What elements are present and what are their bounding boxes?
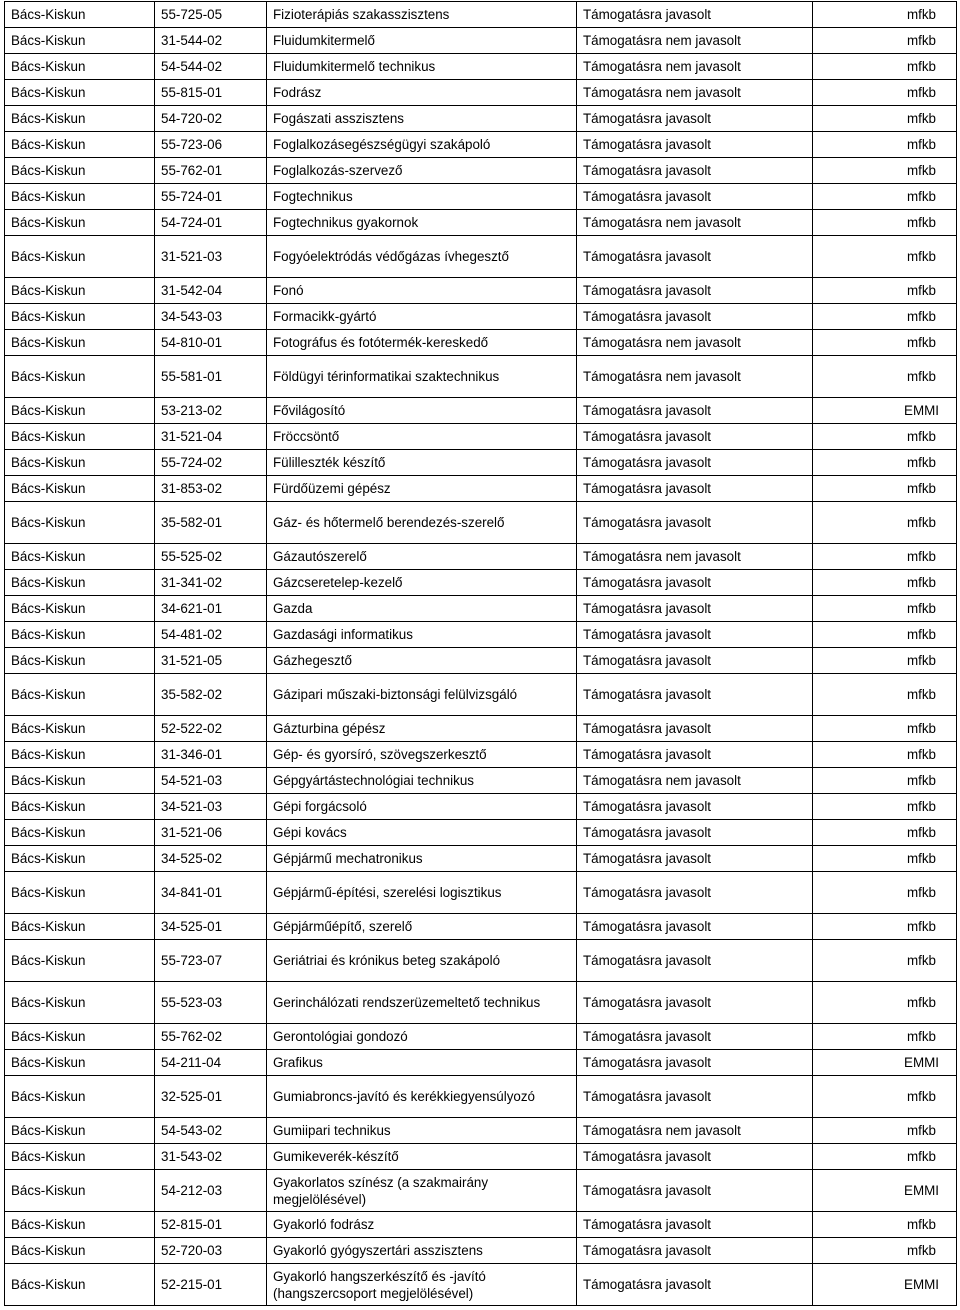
code-cell: 55-724-02 — [155, 450, 267, 476]
code-cell: 31-521-05 — [155, 648, 267, 674]
recommendation-cell: Támogatásra javasolt — [577, 1170, 813, 1212]
code-cell: 55-523-03 — [155, 982, 267, 1024]
county-cell: Bács-Kiskun — [5, 236, 155, 278]
agency-cell: mfkb — [813, 716, 957, 742]
county-cell: Bács-Kiskun — [5, 1264, 155, 1306]
occupation-cell: Foglalkozásegészségügyi szakápoló — [267, 132, 577, 158]
county-cell: Bács-Kiskun — [5, 1212, 155, 1238]
table-row — [5, 132, 957, 158]
recommendation-cell: Támogatásra javasolt — [577, 236, 813, 278]
table-row — [5, 648, 957, 674]
county-cell: Bács-Kiskun — [5, 1170, 155, 1212]
agency-cell: mfkb — [813, 742, 957, 768]
occupation-cell: Fizioterápiás szakasszisztens — [267, 2, 577, 28]
agency-cell: mfkb — [813, 872, 957, 914]
agency-cell: mfkb — [813, 424, 957, 450]
recommendation-cell: Támogatásra javasolt — [577, 742, 813, 768]
occupation-cell: Gazdasági informatikus — [267, 622, 577, 648]
code-cell: 31-521-03 — [155, 236, 267, 278]
table-row — [5, 914, 957, 940]
agency-cell: mfkb — [813, 1024, 957, 1050]
code-cell: 54-543-02 — [155, 1118, 267, 1144]
code-cell: 54-211-04 — [155, 1050, 267, 1076]
code-cell: 54-521-03 — [155, 768, 267, 794]
county-cell: Bács-Kiskun — [5, 742, 155, 768]
table-row — [5, 1170, 957, 1212]
county-cell: Bács-Kiskun — [5, 794, 155, 820]
agency-cell: mfkb — [813, 450, 957, 476]
recommendation-cell: Támogatásra javasolt — [577, 846, 813, 872]
occupation-cell: Gépgyártástechnológiai technikus — [267, 768, 577, 794]
code-cell: 31-544-02 — [155, 28, 267, 54]
agency-cell: mfkb — [813, 820, 957, 846]
table-row — [5, 982, 957, 1024]
county-cell: Bács-Kiskun — [5, 106, 155, 132]
recommendation-cell: Támogatásra javasolt — [577, 716, 813, 742]
code-cell: 55-762-02 — [155, 1024, 267, 1050]
code-cell: 52-720-03 — [155, 1238, 267, 1264]
code-cell: 31-346-01 — [155, 742, 267, 768]
occupation-cell: Gáz- és hőtermelő berendezés-szerelő — [267, 502, 577, 544]
agency-cell: mfkb — [813, 1238, 957, 1264]
county-cell: Bács-Kiskun — [5, 28, 155, 54]
table-row — [5, 768, 957, 794]
code-cell: 55-724-01 — [155, 184, 267, 210]
code-cell: 53-213-02 — [155, 398, 267, 424]
agency-cell: mfkb — [813, 184, 957, 210]
code-cell: 31-521-06 — [155, 820, 267, 846]
code-cell: 31-341-02 — [155, 570, 267, 596]
code-cell: 34-525-01 — [155, 914, 267, 940]
agency-cell: EMMI — [813, 1050, 957, 1076]
recommendation-cell: Támogatásra javasolt — [577, 794, 813, 820]
county-cell: Bács-Kiskun — [5, 80, 155, 106]
agency-cell: mfkb — [813, 210, 957, 236]
table-row — [5, 622, 957, 648]
table-row — [5, 570, 957, 596]
county-cell: Bács-Kiskun — [5, 210, 155, 236]
occupation-cell: Gépjármű-építési, szerelési logisztikus — [267, 872, 577, 914]
occupation-cell: Gyakorló hangszerkészítő és -javító (hangszercsoport megjelölésével) — [267, 1264, 577, 1306]
table-row — [5, 424, 957, 450]
code-cell: 54-544-02 — [155, 54, 267, 80]
recommendation-cell: Támogatásra javasolt — [577, 570, 813, 596]
code-cell: 55-725-05 — [155, 2, 267, 28]
recommendation-cell: Támogatásra javasolt — [577, 2, 813, 28]
county-cell: Bács-Kiskun — [5, 1050, 155, 1076]
occupation-cell: Fővilágosító — [267, 398, 577, 424]
recommendation-cell: Támogatásra javasolt — [577, 184, 813, 210]
county-cell: Bács-Kiskun — [5, 1076, 155, 1118]
recommendation-cell: Támogatásra nem javasolt — [577, 544, 813, 570]
occupation-support-table — [4, 1, 957, 1306]
occupation-cell: Gázhegesztő — [267, 648, 577, 674]
county-cell: Bács-Kiskun — [5, 768, 155, 794]
occupation-cell: Gumiabroncs-javító és kerékkiegyensúlyozó — [267, 1076, 577, 1118]
occupation-cell: Gépi kovács — [267, 820, 577, 846]
county-cell: Bács-Kiskun — [5, 1144, 155, 1170]
table-row — [5, 1050, 957, 1076]
county-cell: Bács-Kiskun — [5, 54, 155, 80]
recommendation-cell: Támogatásra javasolt — [577, 982, 813, 1024]
code-cell: 34-521-03 — [155, 794, 267, 820]
occupation-cell: Fogtechnikus — [267, 184, 577, 210]
table-row — [5, 1118, 957, 1144]
agency-cell: mfkb — [813, 1212, 957, 1238]
agency-cell: mfkb — [813, 674, 957, 716]
county-cell: Bács-Kiskun — [5, 544, 155, 570]
recommendation-cell: Támogatásra javasolt — [577, 1264, 813, 1306]
table-row — [5, 1076, 957, 1118]
code-cell: 54-481-02 — [155, 622, 267, 648]
county-cell: Bács-Kiskun — [5, 2, 155, 28]
table-row — [5, 846, 957, 872]
recommendation-cell: Támogatásra javasolt — [577, 1212, 813, 1238]
table-row — [5, 2, 957, 28]
recommendation-cell: Támogatásra nem javasolt — [577, 356, 813, 398]
occupation-cell: Formacikk-gyártó — [267, 304, 577, 330]
table-row — [5, 544, 957, 570]
code-cell: 55-723-06 — [155, 132, 267, 158]
county-cell: Bács-Kiskun — [5, 570, 155, 596]
county-cell: Bács-Kiskun — [5, 872, 155, 914]
agency-cell: mfkb — [813, 236, 957, 278]
recommendation-cell: Támogatásra nem javasolt — [577, 80, 813, 106]
agency-cell: mfkb — [813, 356, 957, 398]
occupation-cell: Fülilleszték készítő — [267, 450, 577, 476]
occupation-cell: Gumikeverék-készítő — [267, 1144, 577, 1170]
occupation-cell: Fröccsöntő — [267, 424, 577, 450]
occupation-cell: Gyakorló fodrász — [267, 1212, 577, 1238]
agency-cell: mfkb — [813, 544, 957, 570]
agency-cell: mfkb — [813, 502, 957, 544]
table-row — [5, 278, 957, 304]
occupation-cell: Fonó — [267, 278, 577, 304]
occupation-cell: Gazda — [267, 596, 577, 622]
occupation-cell: Geriátriai és krónikus beteg szakápoló — [267, 940, 577, 982]
agency-cell: mfkb — [813, 330, 957, 356]
table-row — [5, 940, 957, 982]
table-row — [5, 742, 957, 768]
table-row — [5, 674, 957, 716]
occupation-cell: Gumiipari technikus — [267, 1118, 577, 1144]
occupation-cell: Gyakorlatos színész (a szakmairány megjelölésével) — [267, 1170, 577, 1212]
table-row — [5, 502, 957, 544]
occupation-cell: Grafikus — [267, 1050, 577, 1076]
table-row — [5, 210, 957, 236]
table-row — [5, 1264, 957, 1306]
code-cell: 55-581-01 — [155, 356, 267, 398]
table-row — [5, 304, 957, 330]
code-cell: 31-542-04 — [155, 278, 267, 304]
occupation-cell: Gázautószerelő — [267, 544, 577, 570]
recommendation-cell: Támogatásra javasolt — [577, 1024, 813, 1050]
county-cell: Bács-Kiskun — [5, 424, 155, 450]
recommendation-cell: Támogatásra javasolt — [577, 622, 813, 648]
table-row — [5, 1212, 957, 1238]
agency-cell: mfkb — [813, 596, 957, 622]
recommendation-cell: Támogatásra javasolt — [577, 648, 813, 674]
agency-cell: mfkb — [813, 768, 957, 794]
agency-cell: mfkb — [813, 570, 957, 596]
recommendation-cell: Támogatásra javasolt — [577, 398, 813, 424]
recommendation-cell: Támogatásra javasolt — [577, 596, 813, 622]
code-cell: 54-720-02 — [155, 106, 267, 132]
county-cell: Bács-Kiskun — [5, 304, 155, 330]
county-cell: Bács-Kiskun — [5, 476, 155, 502]
agency-cell: mfkb — [813, 940, 957, 982]
table-row — [5, 398, 957, 424]
table-row — [5, 1238, 957, 1264]
table-row — [5, 716, 957, 742]
occupation-cell: Gépjármű mechatronikus — [267, 846, 577, 872]
code-cell: 32-525-01 — [155, 1076, 267, 1118]
table-row — [5, 54, 957, 80]
code-cell: 31-543-02 — [155, 1144, 267, 1170]
agency-cell: EMMI — [813, 1264, 957, 1306]
county-cell: Bács-Kiskun — [5, 622, 155, 648]
occupation-cell: Gázcseretelep-kezelő — [267, 570, 577, 596]
code-cell: 55-762-01 — [155, 158, 267, 184]
code-cell: 34-621-01 — [155, 596, 267, 622]
recommendation-cell: Támogatásra javasolt — [577, 820, 813, 846]
occupation-cell: Gép- és gyorsíró, szövegszerkesztő — [267, 742, 577, 768]
county-cell: Bács-Kiskun — [5, 820, 155, 846]
code-cell: 55-723-07 — [155, 940, 267, 982]
recommendation-cell: Támogatásra javasolt — [577, 106, 813, 132]
occupation-cell: Fluidumkitermelő technikus — [267, 54, 577, 80]
table-row — [5, 80, 957, 106]
table-row — [5, 872, 957, 914]
agency-cell: mfkb — [813, 106, 957, 132]
recommendation-cell: Támogatásra nem javasolt — [577, 330, 813, 356]
county-cell: Bács-Kiskun — [5, 596, 155, 622]
agency-cell: mfkb — [813, 54, 957, 80]
agency-cell: mfkb — [813, 982, 957, 1024]
occupation-cell: Fluidumkitermelő — [267, 28, 577, 54]
table-body — [5, 2, 957, 1306]
table-row — [5, 236, 957, 278]
recommendation-cell: Támogatásra javasolt — [577, 450, 813, 476]
code-cell: 35-582-02 — [155, 674, 267, 716]
recommendation-cell: Támogatásra javasolt — [577, 502, 813, 544]
agency-cell: mfkb — [813, 1076, 957, 1118]
county-cell: Bács-Kiskun — [5, 716, 155, 742]
agency-cell: mfkb — [813, 278, 957, 304]
occupation-cell: Fotográfus és fotótermék-kereskedő — [267, 330, 577, 356]
recommendation-cell: Támogatásra nem javasolt — [577, 28, 813, 54]
code-cell: 31-521-04 — [155, 424, 267, 450]
agency-cell: mfkb — [813, 132, 957, 158]
table-row — [5, 356, 957, 398]
code-cell: 52-215-01 — [155, 1264, 267, 1306]
recommendation-cell: Támogatásra javasolt — [577, 476, 813, 502]
occupation-cell: Földügyi térinformatikai szaktechnikus — [267, 356, 577, 398]
occupation-cell: Fogászati asszisztens — [267, 106, 577, 132]
code-cell: 52-522-02 — [155, 716, 267, 742]
county-cell: Bács-Kiskun — [5, 502, 155, 544]
county-cell: Bács-Kiskun — [5, 450, 155, 476]
agency-cell: mfkb — [813, 1118, 957, 1144]
county-cell: Bács-Kiskun — [5, 158, 155, 184]
occupation-cell: Fodrász — [267, 80, 577, 106]
county-cell: Bács-Kiskun — [5, 398, 155, 424]
county-cell: Bács-Kiskun — [5, 1118, 155, 1144]
table-row — [5, 450, 957, 476]
code-cell: 54-810-01 — [155, 330, 267, 356]
agency-cell: mfkb — [813, 648, 957, 674]
table-row — [5, 330, 957, 356]
table-row — [5, 28, 957, 54]
agency-cell: mfkb — [813, 846, 957, 872]
code-cell: 54-212-03 — [155, 1170, 267, 1212]
county-cell: Bács-Kiskun — [5, 982, 155, 1024]
county-cell: Bács-Kiskun — [5, 940, 155, 982]
recommendation-cell: Támogatásra javasolt — [577, 132, 813, 158]
table-row — [5, 158, 957, 184]
recommendation-cell: Támogatásra javasolt — [577, 278, 813, 304]
county-cell: Bács-Kiskun — [5, 1238, 155, 1264]
agency-cell: mfkb — [813, 1144, 957, 1170]
occupation-cell: Gázturbina gépész — [267, 716, 577, 742]
recommendation-cell: Támogatásra nem javasolt — [577, 54, 813, 80]
recommendation-cell: Támogatásra nem javasolt — [577, 1118, 813, 1144]
code-cell: 35-582-01 — [155, 502, 267, 544]
table-row — [5, 106, 957, 132]
county-cell: Bács-Kiskun — [5, 648, 155, 674]
code-cell: 34-525-02 — [155, 846, 267, 872]
agency-cell: mfkb — [813, 794, 957, 820]
agency-cell: EMMI — [813, 398, 957, 424]
recommendation-cell: Támogatásra javasolt — [577, 1238, 813, 1264]
agency-cell: mfkb — [813, 28, 957, 54]
county-cell: Bács-Kiskun — [5, 330, 155, 356]
code-cell: 52-815-01 — [155, 1212, 267, 1238]
occupation-cell: Gerontológiai gondozó — [267, 1024, 577, 1050]
occupation-cell: Fogtechnikus gyakornok — [267, 210, 577, 236]
occupation-cell: Fogyóelektródás védőgázas ívhegesztő — [267, 236, 577, 278]
agency-cell: EMMI — [813, 1170, 957, 1212]
county-cell: Bács-Kiskun — [5, 914, 155, 940]
county-cell: Bács-Kiskun — [5, 356, 155, 398]
agency-cell: mfkb — [813, 914, 957, 940]
recommendation-cell: Támogatásra javasolt — [577, 1144, 813, 1170]
code-cell: 34-841-01 — [155, 872, 267, 914]
table-row — [5, 794, 957, 820]
recommendation-cell: Támogatásra javasolt — [577, 1050, 813, 1076]
agency-cell: mfkb — [813, 2, 957, 28]
occupation-cell: Fürdőüzemi gépész — [267, 476, 577, 502]
recommendation-cell: Támogatásra javasolt — [577, 674, 813, 716]
occupation-cell: Gyakorló gyógyszertári asszisztens — [267, 1238, 577, 1264]
county-cell: Bács-Kiskun — [5, 184, 155, 210]
agency-cell: mfkb — [813, 304, 957, 330]
recommendation-cell: Támogatásra javasolt — [577, 872, 813, 914]
county-cell: Bács-Kiskun — [5, 1024, 155, 1050]
county-cell: Bács-Kiskun — [5, 846, 155, 872]
occupation-cell: Gépi forgácsoló — [267, 794, 577, 820]
recommendation-cell: Támogatásra javasolt — [577, 1076, 813, 1118]
code-cell: 55-815-01 — [155, 80, 267, 106]
agency-cell: mfkb — [813, 476, 957, 502]
code-cell: 55-525-02 — [155, 544, 267, 570]
recommendation-cell: Támogatásra javasolt — [577, 304, 813, 330]
code-cell: 34-543-03 — [155, 304, 267, 330]
recommendation-cell: Támogatásra javasolt — [577, 940, 813, 982]
recommendation-cell: Támogatásra nem javasolt — [577, 210, 813, 236]
code-cell: 54-724-01 — [155, 210, 267, 236]
table-row — [5, 820, 957, 846]
occupation-cell: Gázipari műszaki-biztonsági felülvizsgáló — [267, 674, 577, 716]
agency-cell: mfkb — [813, 80, 957, 106]
table-row — [5, 1144, 957, 1170]
table-row — [5, 184, 957, 210]
county-cell: Bács-Kiskun — [5, 674, 155, 716]
county-cell: Bács-Kiskun — [5, 132, 155, 158]
table-row — [5, 1024, 957, 1050]
occupation-cell: Foglalkozás-szervező — [267, 158, 577, 184]
agency-cell: mfkb — [813, 622, 957, 648]
recommendation-cell: Támogatásra javasolt — [577, 424, 813, 450]
recommendation-cell: Támogatásra nem javasolt — [577, 768, 813, 794]
agency-cell: mfkb — [813, 158, 957, 184]
table-row — [5, 596, 957, 622]
county-cell: Bács-Kiskun — [5, 278, 155, 304]
recommendation-cell: Támogatásra javasolt — [577, 158, 813, 184]
occupation-cell: Gerinchálózati rendszerüzemeltető technikus — [267, 982, 577, 1024]
recommendation-cell: Támogatásra javasolt — [577, 914, 813, 940]
occupation-cell: Gépjárműépítő, szerelő — [267, 914, 577, 940]
table-row — [5, 476, 957, 502]
code-cell: 31-853-02 — [155, 476, 267, 502]
